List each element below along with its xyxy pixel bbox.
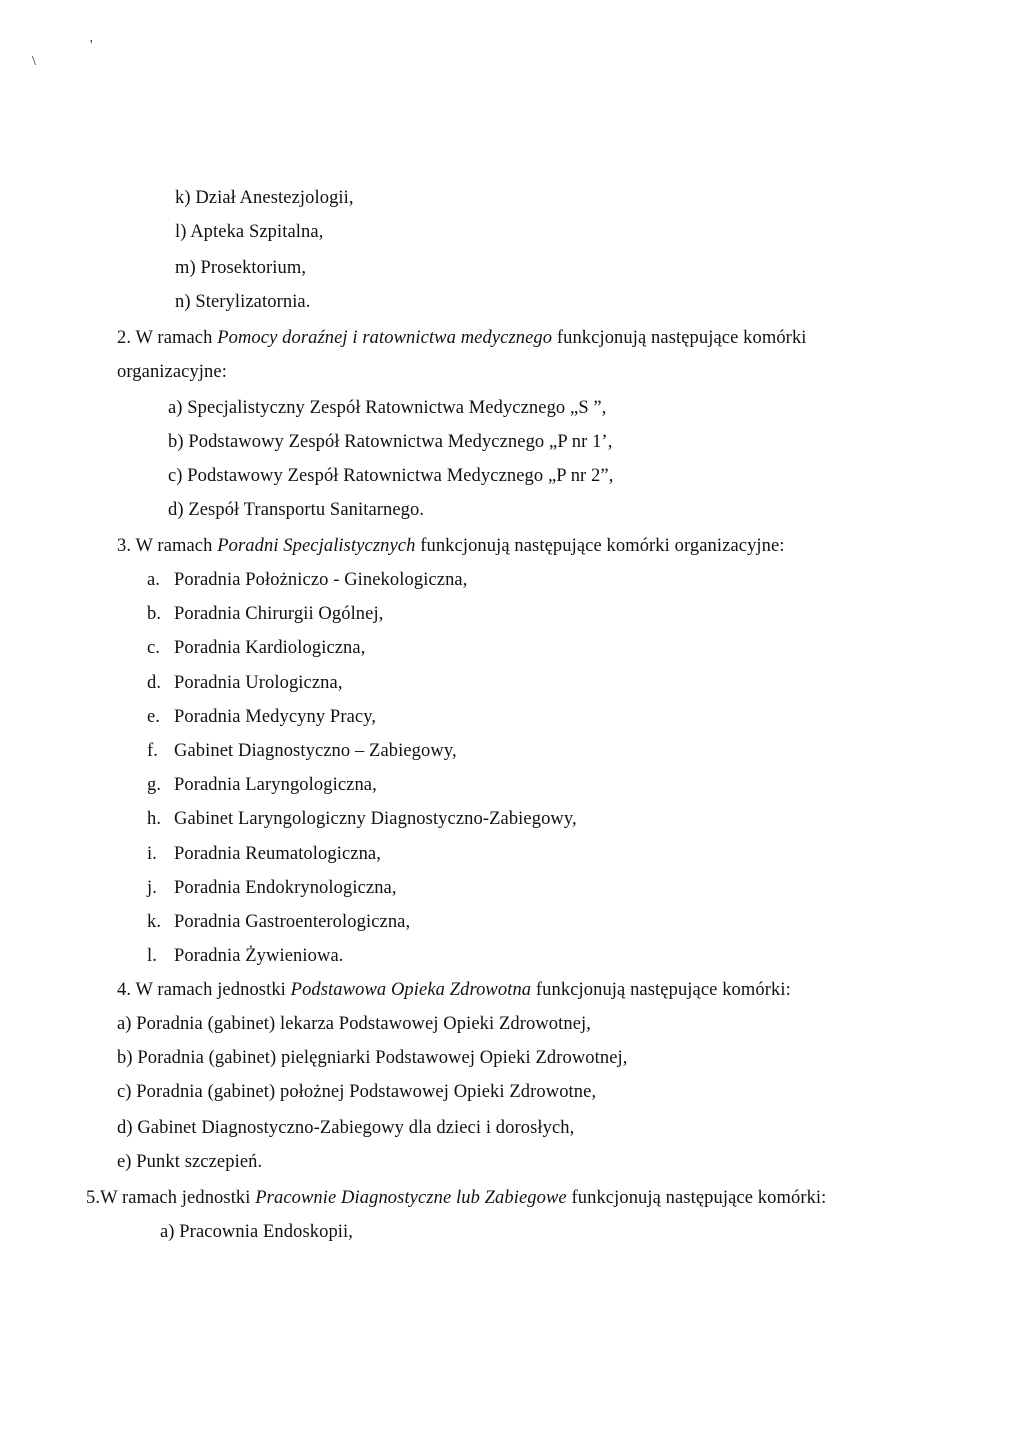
list-letter: c. [147,638,161,658]
section-number: 4. [117,980,132,1000]
list-letter: k. [147,912,162,932]
scan-mark: ' [90,38,93,53]
list-item [147,910,410,934]
list-item: d) Gabinet Diagnostyczno-Zabiegowy dla dzieci i dorosłych, [117,1118,575,1138]
list-item: m) Prosektorium, [175,258,307,278]
list-item: k) Dział Anestezjologii, [175,188,354,208]
heading-italic: Pracownie Diagnostyczne lub Zabiegowe [255,1188,567,1208]
list-item: a) Poradnia (gabinet) lekarza Podstawowej Opieki Zdrowotnej, [117,1014,592,1034]
heading-text: funkcjonują następujące komórki organizacyjne: [420,536,785,556]
section-number: 5. [86,1188,101,1208]
list-item [147,773,377,797]
list-letter: j. [147,878,157,898]
list-item [147,602,383,626]
list-item: a) Specjalistyczny Zespół Ratownictwa Medycznego „S ”, [168,398,607,418]
list-letter: i. [147,844,157,864]
list-item [147,842,381,866]
list-item: d) Zespół Transportu Sanitarnego. [168,500,425,520]
section-heading [117,534,785,558]
heading-text: W ramach [135,328,213,348]
heading-text: funkcjonują następujące komórki [556,328,807,348]
list-letter: g. [147,775,162,795]
section-heading [117,978,791,1002]
section-heading [117,326,807,350]
list-letter: a. [147,570,161,590]
heading-text: W ramach jednostki [135,980,286,1000]
list-letter: b. [147,604,162,624]
list-item [147,671,343,695]
list-item-text: Poradnia Kardiologiczna, [174,638,366,658]
section-heading [86,1186,826,1210]
heading-text: W ramach [135,536,213,556]
list-item: n) Sterylizatornia. [175,292,311,312]
heading-italic: Podstawowa Opieka Zdrowotna [290,980,532,1000]
list-item [147,807,577,831]
list-item: l) Apteka Szpitalna, [175,222,324,242]
list-item-text: Poradnia Endokrynologiczna, [174,878,397,898]
list-item-text: Poradnia Żywieniowa. [174,946,344,966]
list-item-text: Gabinet Laryngologiczny Diagnostyczno-Zabiegowy, [174,809,577,829]
list-item [147,876,397,900]
heading-text: funkcjonują następujące komórki: [571,1188,827,1208]
heading-text: W ramach jednostki [100,1188,251,1208]
list-item-text: Poradnia Reumatologiczna, [174,844,381,864]
list-item [147,944,344,968]
heading-italic: Pomocy doraźnej i ratownictwa medycznego [217,328,553,348]
list-letter: h. [147,809,162,829]
list-item-text: Poradnia Gastroenterologiczna, [174,912,411,932]
scan-mark: \ [32,54,36,69]
list-item-text: Gabinet Diagnostyczno – Zabiegowy, [174,741,457,761]
list-item-text: Poradnia Medycyny Pracy, [174,707,377,727]
list-item: b) Podstawowy Zespół Ratownictwa Medycznego „P nr 1’, [168,432,613,452]
list-letter: d. [147,673,162,693]
section-number: 3. [117,536,132,556]
section-number: 2. [117,328,132,348]
list-letter: l. [147,946,157,966]
list-item: a) Pracownia Endoskopii, [160,1222,354,1242]
list-item: c) Podstawowy Zespół Ratownictwa Medycznego „P nr 2”, [168,466,614,486]
list-item: c) Poradnia (gabinet) położnej Podstawowej Opieki Zdrowotne, [117,1082,597,1102]
list-letter: e. [147,707,161,727]
list-item-text: Poradnia Położniczo - Ginekologiczna, [174,570,468,590]
list-item [147,636,365,660]
list-item: e) Punkt szczepień. [117,1152,263,1172]
heading-italic: Poradni Specjalistycznych [217,536,416,556]
list-item [147,739,457,763]
heading-text: funkcjonują następujące komórki: [535,980,791,1000]
list-item: b) Poradnia (gabinet) pielęgniarki Podstawowej Opieki Zdrowotnej, [117,1048,628,1068]
list-item-text: Poradnia Laryngologiczna, [174,775,377,795]
list-item [147,568,467,592]
list-letter: f. [147,741,158,761]
list-item-text: Poradnia Chirurgii Ogólnej, [174,604,384,624]
list-item [147,705,376,729]
list-item-text: Poradnia Urologiczna, [174,673,343,693]
heading-continuation: organizacyjne: [117,362,227,382]
